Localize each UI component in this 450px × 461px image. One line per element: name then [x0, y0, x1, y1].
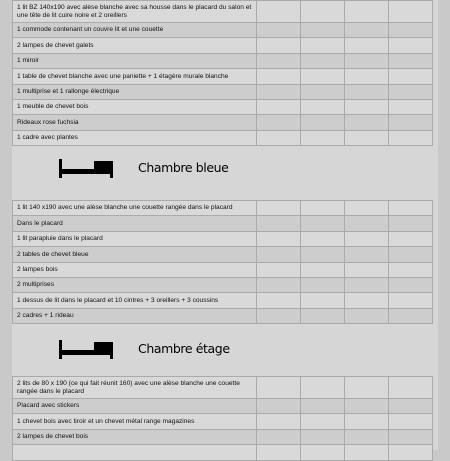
check-cell[interactable] [345, 1, 389, 23]
item-cell: Dans le placard [13, 216, 257, 231]
check-cell[interactable] [345, 293, 389, 308]
check-cell[interactable] [345, 262, 389, 277]
item-cell: 1 table de chevet blanche avec une paniette + 1 étagère murale blanche [13, 69, 257, 84]
check-cell[interactable] [345, 308, 389, 323]
check-cell[interactable] [301, 115, 345, 130]
table-row [13, 293, 433, 308]
check-cell[interactable] [257, 69, 301, 84]
check-cell[interactable] [257, 399, 301, 414]
check-cell[interactable] [389, 308, 433, 323]
check-cell[interactable] [257, 377, 301, 399]
item-cell: Placard avec stickers [13, 399, 257, 414]
check-cell[interactable] [389, 414, 433, 429]
table-row [13, 130, 433, 145]
check-cell[interactable] [301, 231, 345, 246]
table-row [13, 1, 433, 23]
check-cell[interactable] [301, 414, 345, 429]
check-cell[interactable] [257, 293, 301, 308]
table-row [13, 429, 433, 444]
inventory-table-chambre-bleue [12, 200, 433, 324]
check-cell[interactable] [389, 1, 433, 23]
check-cell[interactable] [257, 247, 301, 262]
check-cell[interactable] [301, 247, 345, 262]
section-heading-chambre-bleue [58, 157, 318, 179]
check-cell[interactable] [257, 201, 301, 216]
table-row [13, 377, 433, 399]
table-row [13, 38, 433, 53]
table-row [13, 445, 433, 460]
item-cell: 2 lampes de chevet bois [13, 429, 257, 444]
check-cell[interactable] [345, 69, 389, 84]
item-cell: Rideaux rose fuchsia [13, 115, 257, 130]
table-row [13, 115, 433, 130]
section-title: Chambre bleue [138, 160, 229, 175]
check-cell[interactable] [345, 445, 389, 460]
check-cell[interactable] [389, 293, 433, 308]
table-row [13, 53, 433, 68]
check-cell[interactable] [389, 115, 433, 130]
table-row [13, 69, 433, 84]
item-cell: 1 meuble de chevet bois [13, 99, 257, 114]
check-cell[interactable] [345, 53, 389, 68]
check-cell[interactable] [389, 38, 433, 53]
item-cell: 2 lits de 80 x 190 (ce qui fait réunit 160) avec une alèse blanche une couette rangée dans le placard [13, 377, 257, 399]
check-cell[interactable] [301, 293, 345, 308]
check-cell[interactable] [257, 38, 301, 53]
check-cell[interactable] [257, 1, 301, 23]
item-cell: 1 lit 140 x190 avec une alèse blanche une couette rangée dans le placard [13, 201, 257, 216]
check-cell[interactable] [389, 201, 433, 216]
check-cell[interactable] [389, 429, 433, 444]
table-row [13, 201, 433, 216]
table-row [13, 99, 433, 114]
section-title: Chambre étage [138, 341, 230, 356]
check-cell[interactable] [345, 414, 389, 429]
item-cell: 1 miroir [13, 53, 257, 68]
check-cell[interactable] [301, 399, 345, 414]
inventory-table-chambre-etage [12, 376, 433, 461]
check-cell[interactable] [257, 216, 301, 231]
item-cell: 2 multiprises [13, 277, 257, 292]
check-cell[interactable] [389, 130, 433, 145]
table-row [13, 262, 433, 277]
check-cell[interactable] [257, 445, 301, 460]
check-cell[interactable] [345, 429, 389, 444]
check-cell[interactable] [257, 262, 301, 277]
check-cell[interactable] [345, 247, 389, 262]
check-cell[interactable] [389, 84, 433, 99]
item-cell: 1 dessus de lit dans le placard et 10 cintres + 3 oreillers + 3 coussins [13, 293, 257, 308]
check-cell[interactable] [301, 69, 345, 84]
item-cell: 2 cadres + 1 rideau [13, 308, 257, 323]
table-row [13, 308, 433, 323]
item-cell: 2 tables de chevet bleue [13, 247, 257, 262]
check-cell[interactable] [301, 216, 345, 231]
table-row [13, 414, 433, 429]
table-row [13, 247, 433, 262]
check-cell[interactable] [345, 99, 389, 114]
item-cell [13, 445, 257, 460]
item-cell: 1 lit BZ 140x190 avec alèse blanche avec sa housse dans le placard du salon et une tête de lit cuire noire et 2 oreillers [13, 1, 257, 23]
check-cell[interactable] [301, 201, 345, 216]
check-cell[interactable] [345, 216, 389, 231]
check-cell[interactable] [257, 115, 301, 130]
check-cell[interactable] [301, 429, 345, 444]
check-cell[interactable] [389, 377, 433, 399]
check-cell[interactable] [345, 84, 389, 99]
check-cell[interactable] [301, 1, 345, 23]
check-cell[interactable] [389, 23, 433, 38]
check-cell[interactable] [301, 308, 345, 323]
bed-icon [58, 157, 114, 179]
check-cell[interactable] [389, 216, 433, 231]
item-cell: 1 lit parapluie dans le placard [13, 231, 257, 246]
check-cell[interactable] [301, 38, 345, 53]
check-cell[interactable] [345, 201, 389, 216]
item-cell: 2 lampes de chevet galets [13, 38, 257, 53]
check-cell[interactable] [301, 99, 345, 114]
bed-icon [58, 338, 114, 360]
check-cell[interactable] [389, 231, 433, 246]
table-row [13, 84, 433, 99]
check-cell[interactable] [257, 53, 301, 68]
check-cell[interactable] [257, 231, 301, 246]
item-cell: 1 commode contenant un couvre lit et une couette [13, 23, 257, 38]
inventory-table-salon [12, 0, 433, 146]
check-cell[interactable] [345, 115, 389, 130]
check-cell[interactable] [257, 23, 301, 38]
table-row [13, 23, 433, 38]
check-cell[interactable] [257, 84, 301, 99]
table-row [13, 231, 433, 246]
check-cell[interactable] [301, 130, 345, 145]
check-cell[interactable] [257, 130, 301, 145]
check-cell[interactable] [301, 53, 345, 68]
item-cell: 1 chevet bois avec tiroir et un chevet métal range magazines [13, 414, 257, 429]
check-cell[interactable] [301, 377, 345, 399]
check-cell[interactable] [345, 231, 389, 246]
check-cell[interactable] [389, 262, 433, 277]
check-cell[interactable] [257, 308, 301, 323]
check-cell[interactable] [301, 84, 345, 99]
check-cell[interactable] [257, 429, 301, 444]
check-cell[interactable] [389, 53, 433, 68]
item-cell: 2 lampes bois [13, 262, 257, 277]
check-cell[interactable] [257, 277, 301, 292]
check-cell[interactable] [345, 377, 389, 399]
check-cell[interactable] [345, 23, 389, 38]
check-cell[interactable] [345, 130, 389, 145]
table-row [13, 399, 433, 414]
check-cell[interactable] [345, 277, 389, 292]
item-cell: 1 cadre avec plantes [13, 130, 257, 145]
check-cell[interactable] [301, 262, 345, 277]
table-row [13, 216, 433, 231]
check-cell[interactable] [389, 445, 433, 460]
check-cell[interactable] [389, 247, 433, 262]
check-cell[interactable] [301, 277, 345, 292]
check-cell[interactable] [301, 445, 345, 460]
table-row [13, 277, 433, 292]
check-cell[interactable] [389, 99, 433, 114]
check-cell[interactable] [257, 414, 301, 429]
check-cell[interactable] [257, 99, 301, 114]
check-cell[interactable] [345, 399, 389, 414]
check-cell[interactable] [389, 399, 433, 414]
check-cell[interactable] [301, 23, 345, 38]
check-cell[interactable] [389, 277, 433, 292]
item-cell: 1 multiprise et 1 rallonge électrique [13, 84, 257, 99]
check-cell[interactable] [389, 69, 433, 84]
check-cell[interactable] [345, 38, 389, 53]
section-heading-chambre-etage [58, 338, 318, 360]
